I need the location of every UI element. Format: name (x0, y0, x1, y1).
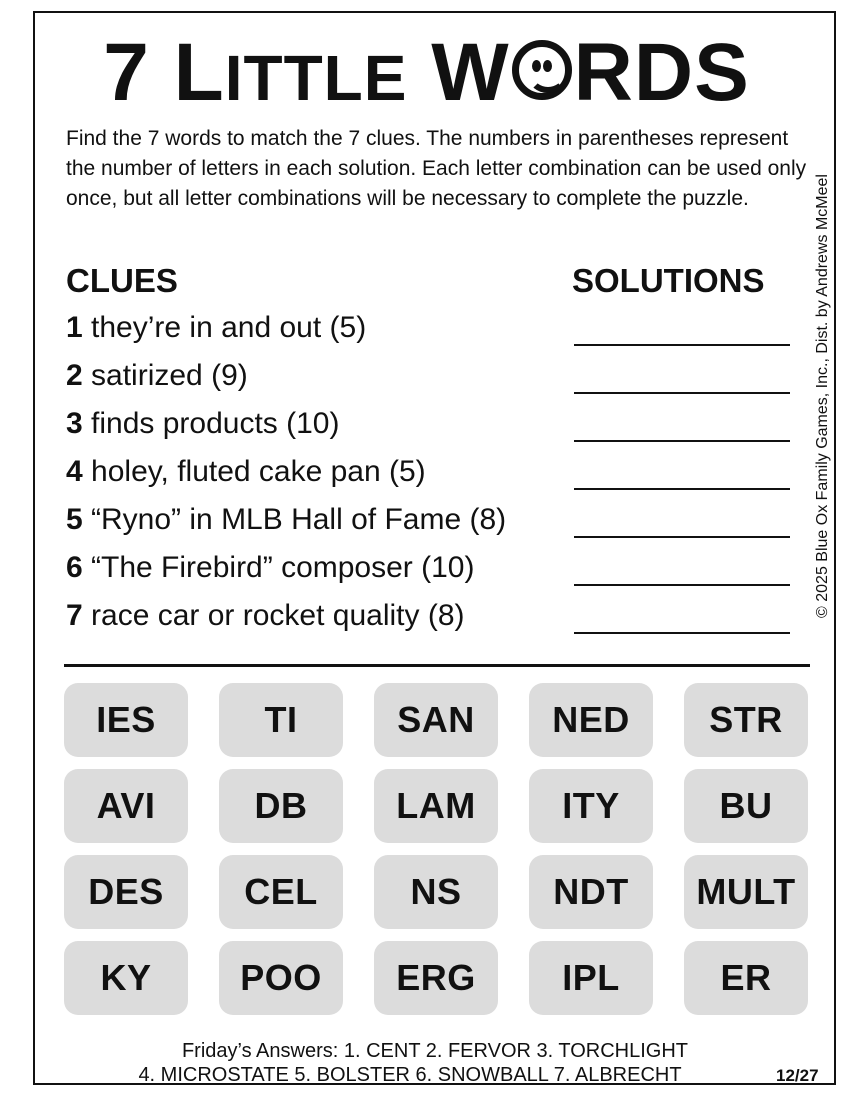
clue-2 (66, 359, 248, 393)
letter-tile[interactable]: ERG (374, 941, 498, 1015)
clue-text: holey, fluted cake pan (5) (91, 455, 426, 488)
clue-number: 5 (66, 503, 83, 536)
solution-line-5[interactable] (574, 536, 790, 538)
letter-tile[interactable]: LAM (374, 769, 498, 843)
puzzle-title: 7 LITTLE W RDS (103, 27, 750, 118)
clue-1 (66, 311, 366, 345)
letter-tile[interactable]: STR (684, 683, 808, 757)
letter-tile[interactable]: TI (219, 683, 343, 757)
clue-number: 7 (66, 599, 83, 632)
solution-line-7[interactable] (574, 632, 790, 634)
clue-4 (66, 455, 426, 489)
letter-tile[interactable]: KY (64, 941, 188, 1015)
letter-tile[interactable]: NDT (529, 855, 653, 929)
clue-text: they’re in and out (5) (91, 311, 367, 344)
previous-answers-line-1: Friday’s Answers: 1. CENT 2. FERVOR 3. TORCHLIGHT (181, 1040, 689, 1062)
letter-tile[interactable]: IPL (529, 941, 653, 1015)
clue-number: 3 (66, 407, 83, 440)
letter-tile[interactable]: DES (64, 855, 188, 929)
clue-text: satirized (9) (91, 359, 248, 392)
letter-tile[interactable]: SAN (374, 683, 498, 757)
clue-5 (66, 503, 506, 537)
solution-line-3[interactable] (574, 440, 790, 442)
clue-number: 2 (66, 359, 83, 392)
clue-number: 1 (66, 311, 83, 344)
clue-3 (66, 407, 339, 441)
smiley-icon (512, 40, 572, 100)
clue-6 (66, 551, 474, 585)
letter-tile[interactable]: AVI (64, 769, 188, 843)
solution-line-2[interactable] (574, 392, 790, 394)
letter-tile[interactable]: NED (529, 683, 653, 757)
letter-tile[interactable]: CEL (219, 855, 343, 929)
clue-text: “The Firebird” composer (10) (91, 551, 475, 584)
clue-text: finds products (10) (91, 407, 340, 440)
letter-tile[interactable]: IES (64, 683, 188, 757)
letter-tile[interactable]: NS (374, 855, 498, 929)
solutions-header: SOLUTIONS (572, 262, 765, 299)
divider-line (64, 664, 810, 667)
solution-line-4[interactable] (574, 488, 790, 490)
copyright-credit: © 2025 Blue Ox Family Games, Inc., Dist. by Andrews McMeel (814, 174, 831, 618)
letter-tile[interactable]: POO (219, 941, 343, 1015)
clue-7 (66, 599, 465, 633)
clue-text: race car or rocket quality (8) (91, 599, 465, 632)
instructions: Find the 7 words to match the 7 clues. The numbers in parentheses represent the number of letters in each solution. Each letter combination can be used only once, but all letter combinations will be necessary to complete the puzzle. (66, 127, 807, 210)
solution-line-1[interactable] (574, 344, 790, 346)
clue-number: 6 (66, 551, 83, 584)
clues-header: CLUES (66, 262, 178, 299)
letter-tile[interactable]: BU (684, 769, 808, 843)
previous-answers-line-2: 4. MICROSTATE 5. BOLSTER 6. SNOWBALL 7. ALBRECHT (138, 1064, 682, 1086)
date-label: 12/27 (776, 1066, 819, 1085)
letter-tile[interactable]: MULT (684, 855, 808, 929)
clue-number: 4 (66, 455, 83, 488)
letter-tile[interactable]: ER (684, 941, 808, 1015)
solution-line-6[interactable] (574, 584, 790, 586)
letter-tile[interactable]: DB (219, 769, 343, 843)
letter-tile[interactable]: ITY (529, 769, 653, 843)
clue-text: “Ryno” in MLB Hall of Fame (8) (91, 503, 507, 536)
